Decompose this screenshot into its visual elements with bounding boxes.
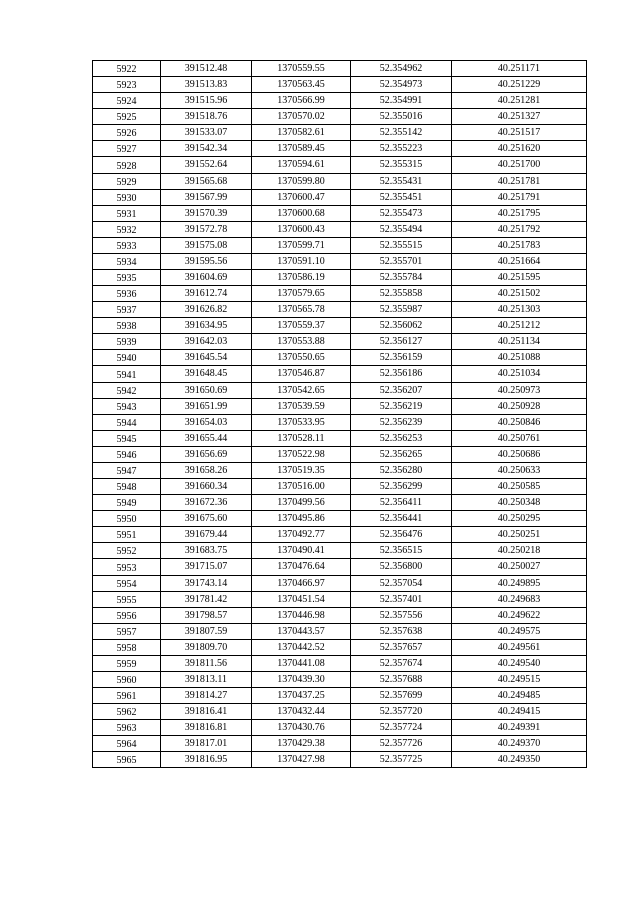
y-coordinate-cell: 1370582.61: [252, 125, 351, 141]
y-coordinate-cell: 1370446.98: [252, 607, 351, 623]
y-coordinate-cell: 1370437.25: [252, 688, 351, 704]
y-coordinate-cell: 1370559.55: [252, 61, 351, 77]
y-coordinate-cell: 1370516.00: [252, 479, 351, 495]
latitude-cell: 40.250686: [452, 446, 587, 462]
point-number-cell: 5947: [93, 462, 161, 478]
longitude-cell: 52.356062: [351, 318, 452, 334]
point-number-cell: 5937: [93, 302, 161, 318]
table-row: [93, 189, 587, 205]
point-number-cell: 5959: [93, 655, 161, 671]
table-row: [93, 527, 587, 543]
latitude-cell: 40.250761: [452, 430, 587, 446]
point-number-cell: 5956: [93, 607, 161, 623]
table-row: [93, 93, 587, 109]
latitude-cell: 40.251281: [452, 93, 587, 109]
longitude-cell: 52.357556: [351, 607, 452, 623]
y-coordinate-cell: 1370499.56: [252, 495, 351, 511]
x-coordinate-cell: 391807.59: [161, 623, 252, 639]
table-row: [93, 366, 587, 382]
x-coordinate-cell: 391552.64: [161, 157, 252, 173]
x-coordinate-cell: 391715.07: [161, 559, 252, 575]
longitude-cell: 52.355431: [351, 173, 452, 189]
latitude-cell: 40.249515: [452, 671, 587, 687]
latitude-cell: 40.250846: [452, 414, 587, 430]
latitude-cell: 40.249415: [452, 704, 587, 720]
table-row: [93, 671, 587, 687]
y-coordinate-cell: 1370579.65: [252, 286, 351, 302]
table-row: [93, 173, 587, 189]
point-number-cell: 5935: [93, 270, 161, 286]
longitude-cell: 52.355784: [351, 270, 452, 286]
latitude-cell: 40.251212: [452, 318, 587, 334]
x-coordinate-cell: 391533.07: [161, 125, 252, 141]
x-coordinate-cell: 391781.42: [161, 591, 252, 607]
latitude-cell: 40.249683: [452, 591, 587, 607]
x-coordinate-cell: 391570.39: [161, 205, 252, 221]
table-row: [93, 382, 587, 398]
y-coordinate-cell: 1370559.37: [252, 318, 351, 334]
longitude-cell: 52.355016: [351, 109, 452, 125]
x-coordinate-cell: 391816.81: [161, 720, 252, 736]
point-number-cell: 5965: [93, 752, 161, 768]
x-coordinate-cell: 391626.82: [161, 302, 252, 318]
y-coordinate-cell: 1370539.59: [252, 398, 351, 414]
point-number-cell: 5954: [93, 575, 161, 591]
x-coordinate-cell: 391567.99: [161, 189, 252, 205]
longitude-cell: 52.355494: [351, 221, 452, 237]
longitude-cell: 52.355515: [351, 237, 452, 253]
table-row: [93, 511, 587, 527]
y-coordinate-cell: 1370594.61: [252, 157, 351, 173]
table-row: [93, 446, 587, 462]
longitude-cell: 52.357674: [351, 655, 452, 671]
table-row: [93, 109, 587, 125]
point-number-cell: 5931: [93, 205, 161, 221]
x-coordinate-cell: 391809.70: [161, 639, 252, 655]
point-number-cell: 5944: [93, 414, 161, 430]
latitude-cell: 40.249575: [452, 623, 587, 639]
y-coordinate-cell: 1370442.52: [252, 639, 351, 655]
table-row: [93, 559, 587, 575]
table-row: [93, 270, 587, 286]
longitude-cell: 52.357638: [351, 623, 452, 639]
longitude-cell: 52.356239: [351, 414, 452, 430]
coordinates-table: [92, 60, 587, 768]
longitude-cell: 52.357726: [351, 736, 452, 752]
y-coordinate-cell: 1370600.43: [252, 221, 351, 237]
y-coordinate-cell: 1370492.77: [252, 527, 351, 543]
point-number-cell: 5962: [93, 704, 161, 720]
y-coordinate-cell: 1370439.30: [252, 671, 351, 687]
x-coordinate-cell: 391542.34: [161, 141, 252, 157]
latitude-cell: 40.249350: [452, 752, 587, 768]
point-number-cell: 5929: [93, 173, 161, 189]
latitude-cell: 40.249895: [452, 575, 587, 591]
latitude-cell: 40.251791: [452, 189, 587, 205]
x-coordinate-cell: 391612.74: [161, 286, 252, 302]
point-number-cell: 5949: [93, 495, 161, 511]
longitude-cell: 52.356265: [351, 446, 452, 462]
longitude-cell: 52.354991: [351, 93, 452, 109]
point-number-cell: 5925: [93, 109, 161, 125]
table-row: [93, 414, 587, 430]
y-coordinate-cell: 1370589.45: [252, 141, 351, 157]
point-number-cell: 5926: [93, 125, 161, 141]
x-coordinate-cell: 391660.34: [161, 479, 252, 495]
x-coordinate-cell: 391798.57: [161, 607, 252, 623]
table-row: [93, 61, 587, 77]
latitude-cell: 40.249391: [452, 720, 587, 736]
x-coordinate-cell: 391816.95: [161, 752, 252, 768]
table-row: [93, 720, 587, 736]
point-number-cell: 5948: [93, 479, 161, 495]
latitude-cell: 40.250348: [452, 495, 587, 511]
latitude-cell: 40.250633: [452, 462, 587, 478]
x-coordinate-cell: 391575.08: [161, 237, 252, 253]
longitude-cell: 52.356441: [351, 511, 452, 527]
point-number-cell: 5930: [93, 189, 161, 205]
x-coordinate-cell: 391656.69: [161, 446, 252, 462]
table-row: [93, 125, 587, 141]
longitude-cell: 52.355315: [351, 157, 452, 173]
y-coordinate-cell: 1370533.95: [252, 414, 351, 430]
longitude-cell: 52.357724: [351, 720, 452, 736]
point-number-cell: 5927: [93, 141, 161, 157]
table-row: [93, 318, 587, 334]
point-number-cell: 5934: [93, 253, 161, 269]
longitude-cell: 52.356253: [351, 430, 452, 446]
y-coordinate-cell: 1370522.98: [252, 446, 351, 462]
table-row: [93, 334, 587, 350]
longitude-cell: 52.356159: [351, 350, 452, 366]
y-coordinate-cell: 1370586.19: [252, 270, 351, 286]
x-coordinate-cell: 391645.54: [161, 350, 252, 366]
point-number-cell: 5928: [93, 157, 161, 173]
y-coordinate-cell: 1370528.11: [252, 430, 351, 446]
latitude-cell: 40.251700: [452, 157, 587, 173]
table-row: [93, 607, 587, 623]
x-coordinate-cell: 391655.44: [161, 430, 252, 446]
table-row: [93, 479, 587, 495]
x-coordinate-cell: 391658.26: [161, 462, 252, 478]
table-row: [93, 157, 587, 173]
longitude-cell: 52.356476: [351, 527, 452, 543]
longitude-cell: 52.355473: [351, 205, 452, 221]
latitude-cell: 40.251229: [452, 77, 587, 93]
latitude-cell: 40.249370: [452, 736, 587, 752]
point-number-cell: 5936: [93, 286, 161, 302]
x-coordinate-cell: 391811.56: [161, 655, 252, 671]
longitude-cell: 52.355142: [351, 125, 452, 141]
y-coordinate-cell: 1370553.88: [252, 334, 351, 350]
table-row: [93, 575, 587, 591]
table-row: [93, 752, 587, 768]
latitude-cell: 40.251303: [452, 302, 587, 318]
table-row: [93, 543, 587, 559]
latitude-cell: 40.251088: [452, 350, 587, 366]
point-number-cell: 5943: [93, 398, 161, 414]
table-row: [93, 286, 587, 302]
table-row: [93, 237, 587, 253]
x-coordinate-cell: 391650.69: [161, 382, 252, 398]
y-coordinate-cell: 1370495.86: [252, 511, 351, 527]
longitude-cell: 52.355987: [351, 302, 452, 318]
point-number-cell: 5939: [93, 334, 161, 350]
latitude-cell: 40.251327: [452, 109, 587, 125]
point-number-cell: 5957: [93, 623, 161, 639]
y-coordinate-cell: 1370441.08: [252, 655, 351, 671]
point-number-cell: 5923: [93, 77, 161, 93]
y-coordinate-cell: 1370600.47: [252, 189, 351, 205]
x-coordinate-cell: 391634.95: [161, 318, 252, 334]
table-row: [93, 591, 587, 607]
y-coordinate-cell: 1370427.98: [252, 752, 351, 768]
longitude-cell: 52.357401: [351, 591, 452, 607]
latitude-cell: 40.250928: [452, 398, 587, 414]
point-number-cell: 5958: [93, 639, 161, 655]
latitude-cell: 40.249561: [452, 639, 587, 655]
point-number-cell: 5922: [93, 61, 161, 77]
x-coordinate-cell: 391595.56: [161, 253, 252, 269]
point-number-cell: 5932: [93, 221, 161, 237]
x-coordinate-cell: 391675.60: [161, 511, 252, 527]
longitude-cell: 52.357725: [351, 752, 452, 768]
x-coordinate-cell: 391648.45: [161, 366, 252, 382]
table-row: [93, 704, 587, 720]
x-coordinate-cell: 391813.11: [161, 671, 252, 687]
longitude-cell: 52.356207: [351, 382, 452, 398]
x-coordinate-cell: 391513.83: [161, 77, 252, 93]
point-number-cell: 5946: [93, 446, 161, 462]
table-row: [93, 495, 587, 511]
point-number-cell: 5961: [93, 688, 161, 704]
y-coordinate-cell: 1370429.38: [252, 736, 351, 752]
point-number-cell: 5945: [93, 430, 161, 446]
x-coordinate-cell: 391572.78: [161, 221, 252, 237]
table-row: [93, 736, 587, 752]
latitude-cell: 40.249622: [452, 607, 587, 623]
table-row: [93, 398, 587, 414]
longitude-cell: 52.357688: [351, 671, 452, 687]
longitude-cell: 52.357657: [351, 639, 452, 655]
y-coordinate-cell: 1370565.78: [252, 302, 351, 318]
longitude-cell: 52.355701: [351, 253, 452, 269]
latitude-cell: 40.251781: [452, 173, 587, 189]
coordinates-table-body: [93, 61, 587, 768]
point-number-cell: 5940: [93, 350, 161, 366]
table-row: [93, 221, 587, 237]
longitude-cell: 52.357054: [351, 575, 452, 591]
table-row: [93, 655, 587, 671]
longitude-cell: 52.354973: [351, 77, 452, 93]
point-number-cell: 5955: [93, 591, 161, 607]
table-row: [93, 462, 587, 478]
y-coordinate-cell: 1370432.44: [252, 704, 351, 720]
latitude-cell: 40.250251: [452, 527, 587, 543]
x-coordinate-cell: 391518.76: [161, 109, 252, 125]
longitude-cell: 52.357699: [351, 688, 452, 704]
longitude-cell: 52.354962: [351, 61, 452, 77]
y-coordinate-cell: 1370550.65: [252, 350, 351, 366]
point-number-cell: 5960: [93, 671, 161, 687]
x-coordinate-cell: 391654.03: [161, 414, 252, 430]
longitude-cell: 52.357720: [351, 704, 452, 720]
point-number-cell: 5924: [93, 93, 161, 109]
x-coordinate-cell: 391814.27: [161, 688, 252, 704]
y-coordinate-cell: 1370490.41: [252, 543, 351, 559]
latitude-cell: 40.251595: [452, 270, 587, 286]
table-row: [93, 205, 587, 221]
table-row: [93, 253, 587, 269]
latitude-cell: 40.250218: [452, 543, 587, 559]
longitude-cell: 52.356299: [351, 479, 452, 495]
point-number-cell: 5964: [93, 736, 161, 752]
x-coordinate-cell: 391642.03: [161, 334, 252, 350]
latitude-cell: 40.251783: [452, 237, 587, 253]
latitude-cell: 40.251034: [452, 366, 587, 382]
x-coordinate-cell: 391679.44: [161, 527, 252, 543]
y-coordinate-cell: 1370600.68: [252, 205, 351, 221]
latitude-cell: 40.250027: [452, 559, 587, 575]
point-number-cell: 5952: [93, 543, 161, 559]
x-coordinate-cell: 391651.99: [161, 398, 252, 414]
table-row: [93, 623, 587, 639]
latitude-cell: 40.251502: [452, 286, 587, 302]
latitude-cell: 40.251795: [452, 205, 587, 221]
point-number-cell: 5938: [93, 318, 161, 334]
table-row: [93, 141, 587, 157]
x-coordinate-cell: 391512.48: [161, 61, 252, 77]
y-coordinate-cell: 1370591.10: [252, 253, 351, 269]
latitude-cell: 40.251620: [452, 141, 587, 157]
y-coordinate-cell: 1370563.45: [252, 77, 351, 93]
latitude-cell: 40.251134: [452, 334, 587, 350]
longitude-cell: 52.356515: [351, 543, 452, 559]
latitude-cell: 40.250973: [452, 382, 587, 398]
point-number-cell: 5941: [93, 366, 161, 382]
x-coordinate-cell: 391743.14: [161, 575, 252, 591]
x-coordinate-cell: 391604.69: [161, 270, 252, 286]
y-coordinate-cell: 1370599.71: [252, 237, 351, 253]
table-row: [93, 688, 587, 704]
x-coordinate-cell: 391683.75: [161, 543, 252, 559]
latitude-cell: 40.251517: [452, 125, 587, 141]
longitude-cell: 52.356280: [351, 462, 452, 478]
latitude-cell: 40.249540: [452, 655, 587, 671]
longitude-cell: 52.355858: [351, 286, 452, 302]
latitude-cell: 40.249485: [452, 688, 587, 704]
longitude-cell: 52.356800: [351, 559, 452, 575]
table-row: [93, 639, 587, 655]
table-row: [93, 350, 587, 366]
y-coordinate-cell: 1370430.76: [252, 720, 351, 736]
x-coordinate-cell: 391816.41: [161, 704, 252, 720]
y-coordinate-cell: 1370542.65: [252, 382, 351, 398]
latitude-cell: 40.250295: [452, 511, 587, 527]
longitude-cell: 52.356219: [351, 398, 452, 414]
longitude-cell: 52.355223: [351, 141, 452, 157]
point-number-cell: 5950: [93, 511, 161, 527]
longitude-cell: 52.356127: [351, 334, 452, 350]
x-coordinate-cell: 391817.01: [161, 736, 252, 752]
latitude-cell: 40.251792: [452, 221, 587, 237]
y-coordinate-cell: 1370570.02: [252, 109, 351, 125]
latitude-cell: 40.250585: [452, 479, 587, 495]
y-coordinate-cell: 1370546.87: [252, 366, 351, 382]
y-coordinate-cell: 1370466.97: [252, 575, 351, 591]
point-number-cell: 5951: [93, 527, 161, 543]
table-row: [93, 77, 587, 93]
x-coordinate-cell: 391565.68: [161, 173, 252, 189]
y-coordinate-cell: 1370566.99: [252, 93, 351, 109]
x-coordinate-cell: 391515.96: [161, 93, 252, 109]
y-coordinate-cell: 1370451.54: [252, 591, 351, 607]
table-row: [93, 430, 587, 446]
point-number-cell: 5933: [93, 237, 161, 253]
longitude-cell: 52.355451: [351, 189, 452, 205]
longitude-cell: 52.356411: [351, 495, 452, 511]
y-coordinate-cell: 1370476.64: [252, 559, 351, 575]
point-number-cell: 5953: [93, 559, 161, 575]
latitude-cell: 40.251664: [452, 253, 587, 269]
point-number-cell: 5942: [93, 382, 161, 398]
y-coordinate-cell: 1370443.57: [252, 623, 351, 639]
x-coordinate-cell: 391672.36: [161, 495, 252, 511]
y-coordinate-cell: 1370599.80: [252, 173, 351, 189]
table-row: [93, 302, 587, 318]
point-number-cell: 5963: [93, 720, 161, 736]
latitude-cell: 40.251171: [452, 61, 587, 77]
y-coordinate-cell: 1370519.35: [252, 462, 351, 478]
longitude-cell: 52.356186: [351, 366, 452, 382]
